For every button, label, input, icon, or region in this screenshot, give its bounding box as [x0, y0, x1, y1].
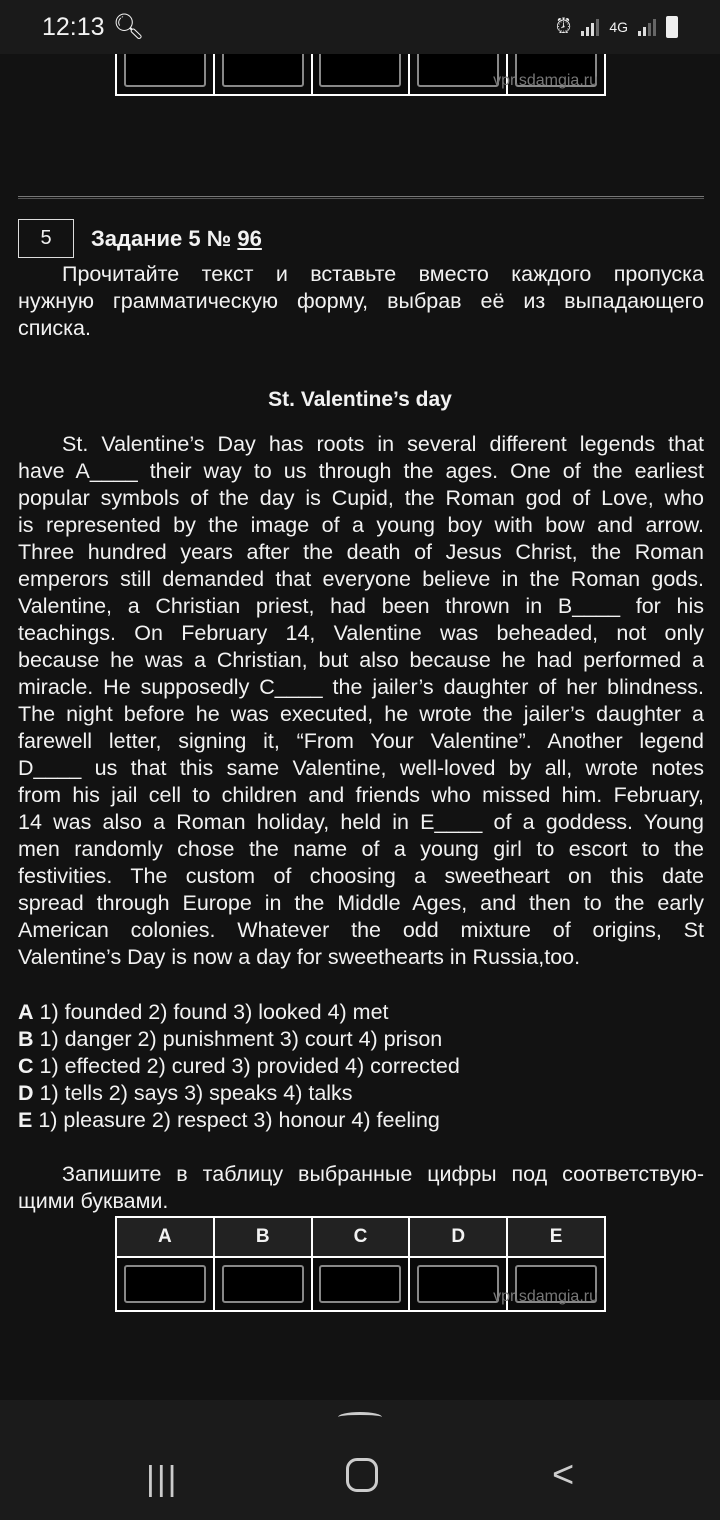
- options-list: [18, 999, 704, 1134]
- watermark: vpr.sdamgia.ru: [493, 1288, 598, 1305]
- option-letter: C: [18, 1054, 34, 1078]
- header-b: B: [214, 1217, 312, 1257]
- option-letter: D: [18, 1081, 34, 1105]
- back-button[interactable]: <: [552, 1454, 575, 1496]
- watermark: vpr.sdamgia.ru: [493, 72, 598, 89]
- option-text: 1) founded 2) found 3) looked 4) met: [33, 1000, 389, 1024]
- task-title-text: Задание 5 №: [91, 226, 232, 251]
- option-row: [18, 999, 704, 1026]
- passage-line: is represented by the image of a young boy with bow and arrow.: [18, 513, 704, 537]
- passage-line: 14 was also a Roman holiday, held in E____ of a goddess. Young: [18, 810, 704, 834]
- passage-line: emperors still demanded that everyone believe in the Roman gods.: [18, 567, 704, 591]
- option-letter: B: [18, 1027, 34, 1051]
- passage-line: miracle. He supposedly C____ the jailer’s daughter of her blindness.: [18, 675, 704, 699]
- header-c: C: [312, 1217, 410, 1257]
- instruction: [18, 261, 704, 342]
- passage-line: American colonies. Whatever the odd mixture of origins, St: [18, 918, 704, 942]
- passage-line: men randomly chose the name of a young girl to escort to the: [18, 837, 704, 861]
- passage-line: spread through Europe in the Middle Ages, and then to the early: [18, 891, 704, 915]
- alarm-icon: ⏰︎: [555, 15, 572, 38]
- clock: 12:13: [42, 12, 105, 41]
- answer-instruction-line: щими буквами.: [18, 1189, 169, 1213]
- option-text: 1) danger 2) punishment 3) court 4) prison: [33, 1027, 443, 1051]
- option-row: [18, 1026, 704, 1053]
- passage-line: popular symbols of the day is Cupid, the Roman god of Love, who: [18, 486, 704, 510]
- option-row: [18, 1107, 704, 1134]
- passage-line: St. Valentine’s Day has roots in several different legends that: [62, 432, 704, 456]
- task-title: [91, 226, 262, 252]
- navigation-bar: [0, 1400, 720, 1520]
- signal-icon: [581, 18, 599, 36]
- task-number-box: 5: [18, 219, 74, 258]
- answer-input-d[interactable]: [417, 1265, 499, 1303]
- passage-line: Three hundred years after the death of Jesus Christ, the Roman: [18, 540, 704, 564]
- passage-line: from his jail cell to children and friends who missed him. February,: [18, 783, 704, 807]
- answer-input[interactable]: [222, 49, 304, 87]
- instruction-line: списка.: [18, 316, 91, 340]
- answer-input[interactable]: [319, 49, 401, 87]
- option-letter: E: [18, 1108, 33, 1132]
- answer-instruction: [18, 1161, 704, 1215]
- passage-title: St. Valentine’s day: [268, 388, 452, 411]
- option-text: 1) tells 2) says 3) speaks 4) talks: [33, 1081, 353, 1105]
- passage-line: Valentine, a Christian priest, had been thrown in B____ for his: [18, 594, 704, 618]
- answer-input-b[interactable]: [222, 1265, 304, 1303]
- passage-line: teachings. On February 14, Valentine was beheaded, not only: [18, 621, 704, 645]
- expand-handle-icon[interactable]: [338, 1412, 382, 1422]
- option-letter: A: [18, 1000, 34, 1024]
- answer-instruction-line: Запишите в таблицу выбранные цифры под соответствую-: [62, 1162, 704, 1186]
- passage-line: The night before he was executed, he wrote the jailer’s daughter a: [18, 702, 704, 726]
- option-text: 1) pleasure 2) respect 3) honour 4) feeling: [32, 1108, 440, 1132]
- search-icon: 🔍︎: [112, 12, 145, 41]
- answer-input-a[interactable]: [124, 1265, 206, 1303]
- task-id-link[interactable]: 96: [237, 226, 262, 251]
- header-d: D: [409, 1217, 507, 1257]
- passage-line: Valentine’s Day is now a day for sweethearts in Russia,too.: [18, 945, 581, 969]
- answer-table: [115, 1216, 606, 1312]
- status-bar: [0, 0, 720, 54]
- option-text: 1) effected 2) cured 3) provided 4) corrected: [33, 1054, 460, 1078]
- signal-icon-2: [638, 18, 656, 36]
- battery-icon: [666, 16, 678, 38]
- answer-input[interactable]: [124, 49, 206, 87]
- recent-apps-button[interactable]: |||: [146, 1460, 179, 1498]
- instruction-line: Прочитайте текст и вставьте вместо каждого пропуска: [62, 262, 704, 286]
- passage: [18, 431, 704, 971]
- header-e: E: [507, 1217, 605, 1257]
- option-row: [18, 1053, 704, 1080]
- passage-line: festivities. The custom of choosing a sweetheart on this date: [18, 864, 704, 888]
- answer-input-c[interactable]: [319, 1265, 401, 1303]
- home-button[interactable]: [346, 1458, 378, 1492]
- divider: [18, 196, 704, 199]
- instruction-line: нужную грамматическую форму, выбрав её из выпадающего: [18, 289, 704, 313]
- answer-input[interactable]: [417, 49, 499, 87]
- passage-line: farewell letter, signing it, “From Your Valentine”. Another legend: [18, 729, 704, 753]
- header-a: A: [116, 1217, 214, 1257]
- network-type: 4G: [609, 19, 628, 35]
- passage-line: because he was a Christian, but also because he had performed a: [18, 648, 704, 672]
- passage-line: have A____ their way to us through the ages. One of the earliest: [18, 459, 704, 483]
- option-row: [18, 1080, 704, 1107]
- passage-line: D____ us that this same Valentine, well-loved by all, wrote notes: [18, 756, 704, 780]
